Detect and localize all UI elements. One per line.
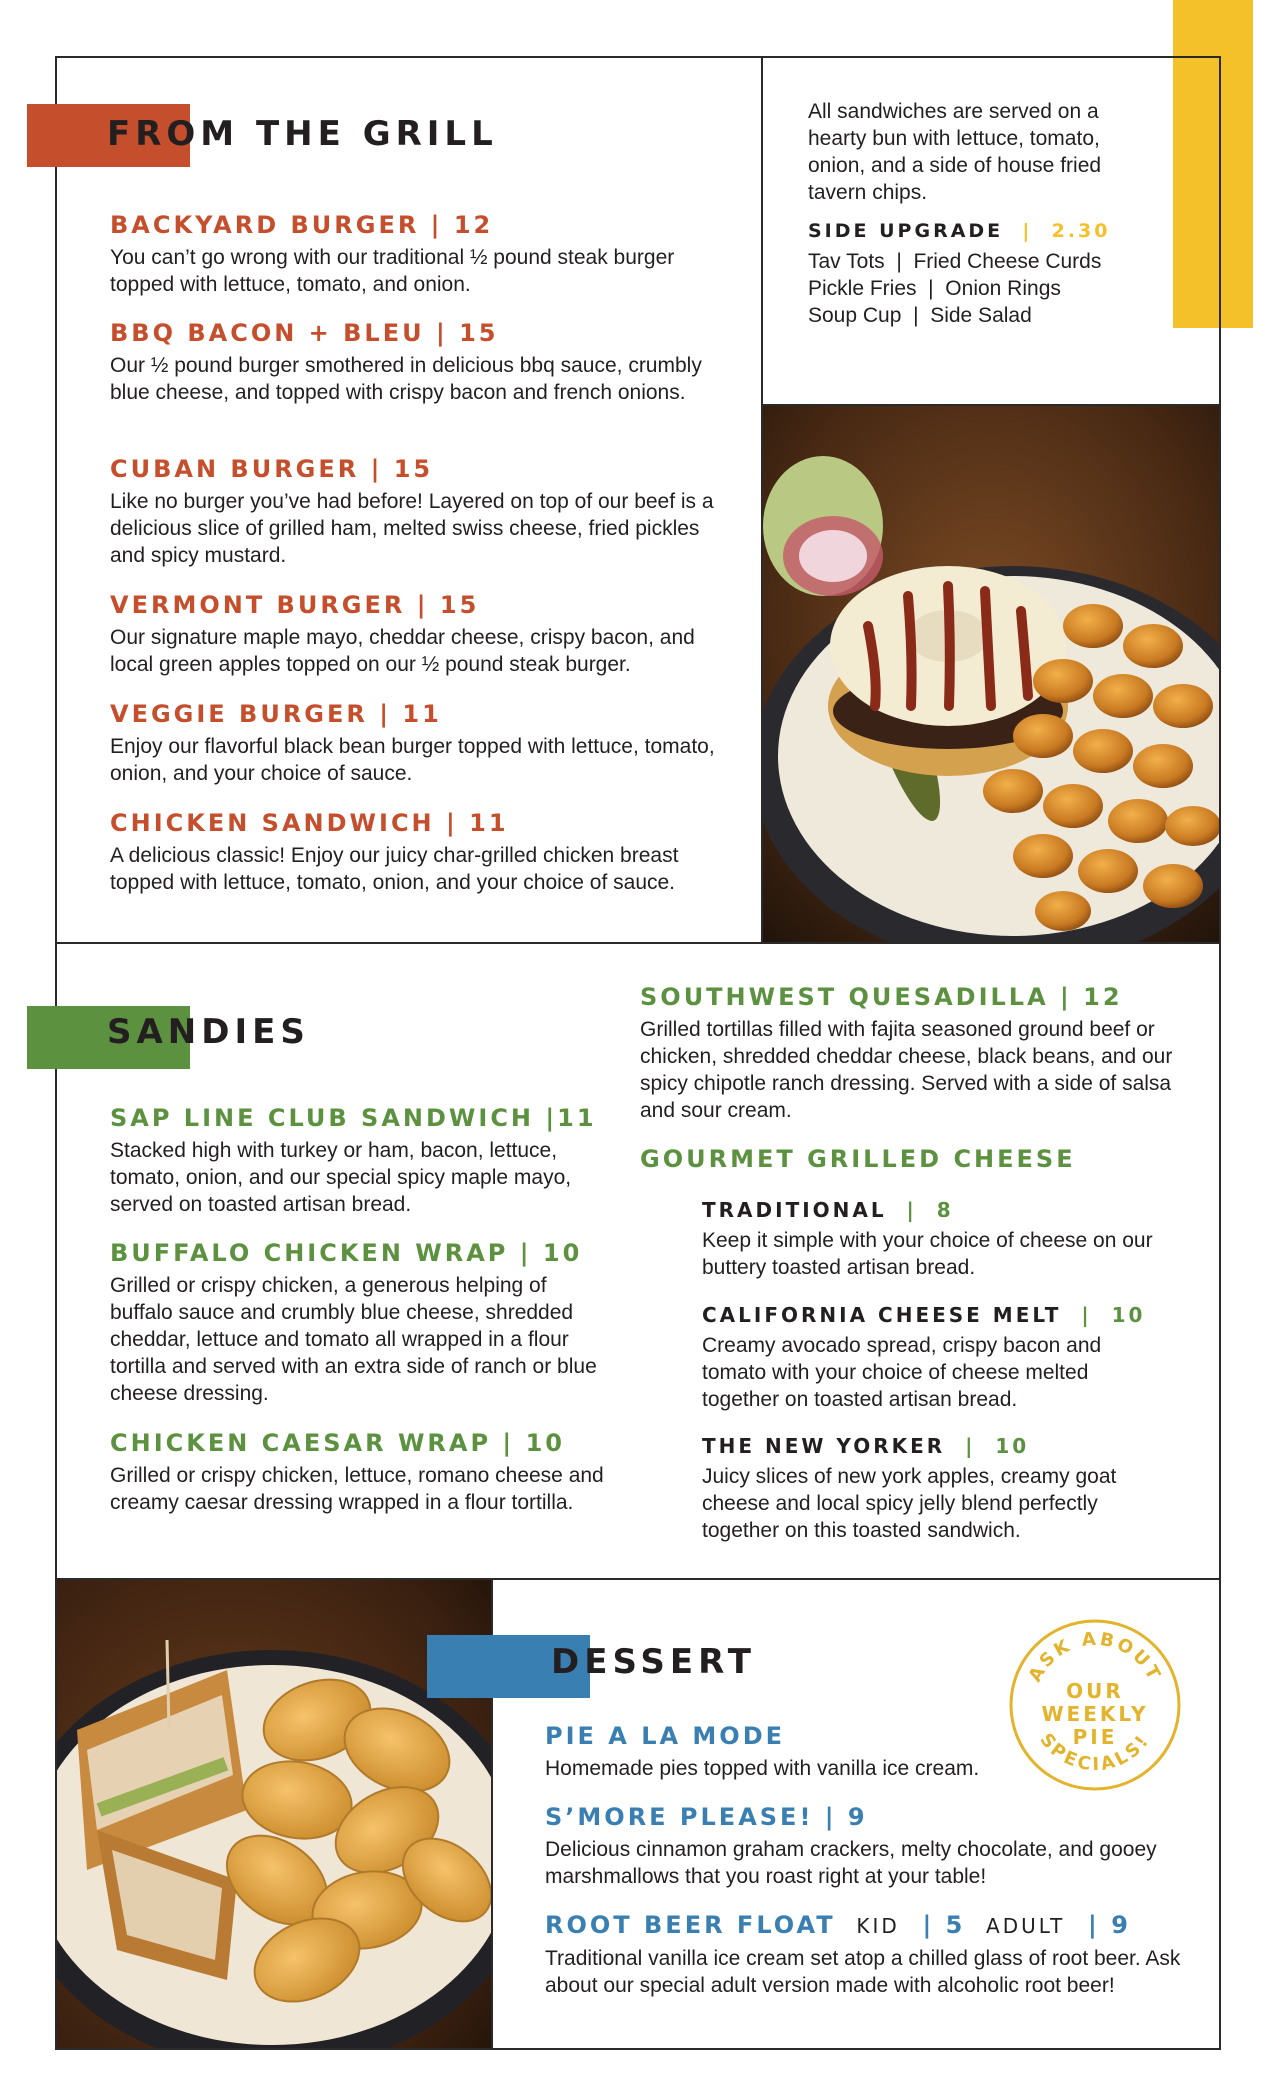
item-name: PIE A LA MODE bbox=[545, 1722, 786, 1750]
serving-note: All sandwiches are served on a hearty bun with lettuce, tomato, onion, and a side of house fried tavern chips. bbox=[808, 100, 1102, 204]
item-description: Enjoy our flavorful black bean burger topped with lettuce, tomato, onion, and your choice of sauce. bbox=[110, 735, 715, 785]
item-description: Our ½ pound burger smothered in delicious bbq sauce, crumbly blue cheese, and topped with crispy bacon and french onions. bbox=[110, 354, 702, 404]
item-price: 12 bbox=[1083, 983, 1123, 1011]
menu-item: BBQ BACON + BLEU | 15 Our ½ pound burger smothered in delicious bbq sauce, crumbly blue cheese, and topped with crispy bacon and french onions. bbox=[110, 318, 720, 406]
menu-item: THE NEW YORKER | 10 Juicy slices of new york apples, creamy goat cheese and local spicy jelly blend perfectly together on this toasted sandwich. bbox=[702, 1433, 1162, 1544]
item-price: 12 bbox=[453, 211, 494, 239]
stamp-line: PIE bbox=[1072, 1725, 1118, 1749]
item-name: S’MORE PLEASE! bbox=[545, 1803, 814, 1831]
divider-grill-sandies bbox=[55, 942, 1221, 944]
gourmet-heading: GOURMET GRILLED CHEESE bbox=[640, 1145, 1076, 1173]
item-name: CHICKEN CAESAR WRAP bbox=[110, 1429, 492, 1457]
item-price: 10 bbox=[995, 1434, 1030, 1458]
menu-item: CHICKEN CAESAR WRAP | 10 Grilled or crispy chicken, lettuce, romano cheese and creamy caesar dressing wrapped in a flour tortilla. bbox=[110, 1428, 610, 1516]
menu-item: SOUTHWEST QUESADILLA | 12 Grilled tortillas filled with fajita seasoned ground beef or chicken, shredded cheddar cheese, black beans, and our spicy chipotle ranch dressing. Served with a side of salsa and sour cream. bbox=[640, 982, 1180, 1124]
item-name: CUBAN BURGER bbox=[110, 455, 360, 483]
menu-item: BUFFALO CHICKEN WRAP | 10 Grilled or crispy chicken, a generous helping of buffalo sauce and crumbly blue cheese, shredded cheddar, lettuce and tomato all wrapped in a flour tortilla and served with an extra side of ranch or blue cheese dressing. bbox=[110, 1238, 610, 1407]
item-description: Homemade pies topped with vanilla ice cream. bbox=[545, 1757, 980, 1780]
grill-section-title: FROM THE GRILL bbox=[107, 114, 498, 154]
stamp-bottom-text: SPECIALS! bbox=[1035, 1729, 1155, 1776]
item-description: Grilled or crispy chicken, a generous helping of buffalo sauce and crumbly blue cheese, shredded cheddar, lettuce and tomato all wrapped in a flour tortilla and served with an extra side of ranch or blue cheese dressing. bbox=[110, 1274, 597, 1405]
side-options-line: Soup Cup | Side Salad bbox=[808, 304, 1032, 327]
menu-item: ROOT BEER FLOAT KID | 5 ADULT | 9 Traditional vanilla ice cream set atop a chilled glass of root beer. Ask about our special adult version made with alcoholic root beer! bbox=[545, 1910, 1185, 1999]
menu-item: S’MORE PLEASE! | 9 Delicious cinnamon graham crackers, melty chocolate, and gooey marshmallows that you roast right at your table! bbox=[545, 1802, 1185, 1890]
item-description: Creamy avocado spread, crispy bacon and tomato with your choice of cheese melted together on toasted artisan bread. bbox=[702, 1334, 1102, 1411]
side-upgrade-price: 2.30 bbox=[1051, 220, 1111, 242]
adult-label: ADULT bbox=[986, 1914, 1066, 1938]
item-price: 10 bbox=[1111, 1303, 1146, 1327]
item-name: BBQ BACON + BLEU bbox=[110, 319, 425, 347]
kid-price: 5 bbox=[945, 1911, 966, 1939]
menu-item bbox=[545, 1721, 1165, 1782]
item-price: 10 bbox=[525, 1429, 565, 1457]
stamp-line: WEEKLY bbox=[1041, 1702, 1149, 1726]
item-name: TRADITIONAL bbox=[702, 1198, 887, 1222]
item-name: VEGGIE BURGER bbox=[110, 700, 368, 728]
frame-right bbox=[1219, 56, 1221, 2050]
item-description: Grilled or crispy chicken, lettuce, romano cheese and creamy caesar dressing wrapped in a flour tortilla. bbox=[110, 1464, 604, 1514]
item-price: 10 bbox=[542, 1239, 583, 1267]
menu-item: CHICKEN SANDWICH | 11 A delicious classic! Enjoy our juicy char-grilled chicken breast topped with lettuce, tomato, onion, and your choice of sauce. bbox=[110, 808, 735, 896]
kid-label: KID bbox=[856, 1914, 900, 1938]
item-description: Our signature maple mayo, cheddar cheese, crispy bacon, and local green apples topped on our ½ pound steak burger. bbox=[110, 626, 695, 676]
sandwich-photo bbox=[57, 1580, 491, 2048]
sandies-section-title: SANDIES bbox=[107, 1012, 310, 1052]
item-description: Traditional vanilla ice cream set atop a chilled glass of root beer. Ask about our special adult version made with alcoholic root beer! bbox=[545, 1947, 1181, 1997]
menu-item: CUBAN BURGER | 15 Like no burger you’ve had before! Layered on top of our beef is a delicious slice of grilled ham, melted swiss cheese, fried pickles and spicy mustard. bbox=[110, 454, 720, 569]
side-options-line: Pickle Fries | Onion Rings bbox=[808, 277, 1061, 300]
item-name: CHICKEN SANDWICH bbox=[110, 809, 435, 837]
stamp-top-text: ASK ABOUT bbox=[1024, 1628, 1166, 1686]
item-description: A delicious classic! Enjoy our juicy char-grilled chicken breast topped with lettuce, tomato, onion, and your choice of sauce. bbox=[110, 844, 679, 894]
item-price: 11 bbox=[469, 809, 509, 837]
side-upgrade-label: SIDE UPGRADE bbox=[808, 220, 1004, 242]
item-price: 15 bbox=[459, 319, 499, 347]
menu-item: VERMONT BURGER | 15 Our signature maple mayo, cheddar cheese, crispy bacon, and local green apples topped on our ½ pound steak burger. bbox=[110, 590, 720, 678]
burger-photo bbox=[763, 406, 1219, 942]
item-name: ROOT BEER FLOAT bbox=[545, 1911, 836, 1939]
item-name: SOUTHWEST QUESADILLA bbox=[640, 983, 1049, 1011]
item-description: Delicious cinnamon graham crackers, melty chocolate, and gooey marshmallows that you roast right at your table! bbox=[545, 1838, 1157, 1888]
menu-item: CALIFORNIA CHEESE MELT | 10 Creamy avocado spread, crispy bacon and tomato with your choice of cheese melted together on toasted artisan bread. bbox=[702, 1302, 1162, 1413]
item-price: 15 bbox=[393, 455, 434, 483]
stamp-line: OUR bbox=[1066, 1679, 1124, 1703]
item-description: Juicy slices of new york apples, creamy goat cheese and local spicy jelly blend perfectly together on this toasted sandwich. bbox=[702, 1465, 1117, 1542]
frame-top bbox=[55, 56, 1221, 58]
item-price: 9 bbox=[847, 1803, 868, 1831]
adult-price: 9 bbox=[1111, 1911, 1131, 1939]
menu-item: TRADITIONAL | 8 Keep it simple with your choice of cheese on our buttery toasted artisan bread. bbox=[702, 1197, 1162, 1281]
side-info: All sandwiches are served on a hearty bun with lettuce, tomato, onion, and a side of house fried tavern chips. SIDE UPGRADE | 2.30 Tav Tots | Fried Cheese Curds Pickle Fries | Onion Rings Soup Cup | Side Salad bbox=[808, 98, 1128, 329]
item-description: You can’t go wrong with our traditional ½ pound steak burger topped with lettuce, tomato, and onion. bbox=[110, 246, 675, 296]
menu-item: VEGGIE BURGER | 11 Enjoy our flavorful black bean burger topped with lettuce, tomato, onion, and your choice of sauce. bbox=[110, 699, 720, 787]
item-price: 11 bbox=[402, 700, 442, 728]
frame-bottom bbox=[55, 2048, 1221, 2050]
menu-item: BACKYARD BURGER | 12 You can’t go wrong with our traditional ½ pound steak burger topped with lettuce, tomato, and onion. bbox=[110, 210, 720, 298]
item-name: VERMONT BURGER bbox=[110, 591, 406, 619]
item-description: Keep it simple with your choice of cheese on our buttery toasted artisan bread. bbox=[702, 1229, 1153, 1279]
item-price: 8 bbox=[936, 1198, 954, 1222]
item-description: Stacked high with turkey or ham, bacon, lettuce, tomato, onion, and our special spicy maple mayo, served on toasted artisan bread. bbox=[110, 1139, 572, 1216]
item-name: BUFFALO CHICKEN WRAP bbox=[110, 1239, 509, 1267]
menu-item: SAP LINE CLUB SANDWICH |11 Stacked high with turkey or ham, bacon, lettuce, tomato, onion, and our special spicy maple mayo, served on toasted artisan bread. bbox=[110, 1103, 610, 1218]
item-price: 11 bbox=[557, 1104, 597, 1132]
accent-bar bbox=[1173, 0, 1253, 328]
item-description: Grilled tortillas filled with fajita seasoned ground beef or chicken, shredded cheddar cheese, black beans, and our spicy chipotle ranch dressing. Served with a side of salsa and sour cream. bbox=[640, 1018, 1173, 1122]
item-name: THE NEW YORKER bbox=[702, 1434, 946, 1458]
item-description: Like no burger you’ve had before! Layered on top of our beef is a delicious slice of grilled ham, melted swiss cheese, fried pickles and spicy mustard. bbox=[110, 490, 714, 567]
item-price: 15 bbox=[439, 591, 480, 619]
side-options-line: Tav Tots | Fried Cheese Curds bbox=[808, 250, 1102, 273]
dessert-section-title: DESSERT bbox=[551, 1642, 756, 1682]
item-name: BACKYARD BURGER bbox=[110, 211, 420, 239]
item-name: SAP LINE CLUB SANDWICH bbox=[110, 1104, 535, 1132]
item-name: CALIFORNIA CHEESE MELT bbox=[702, 1303, 1062, 1327]
